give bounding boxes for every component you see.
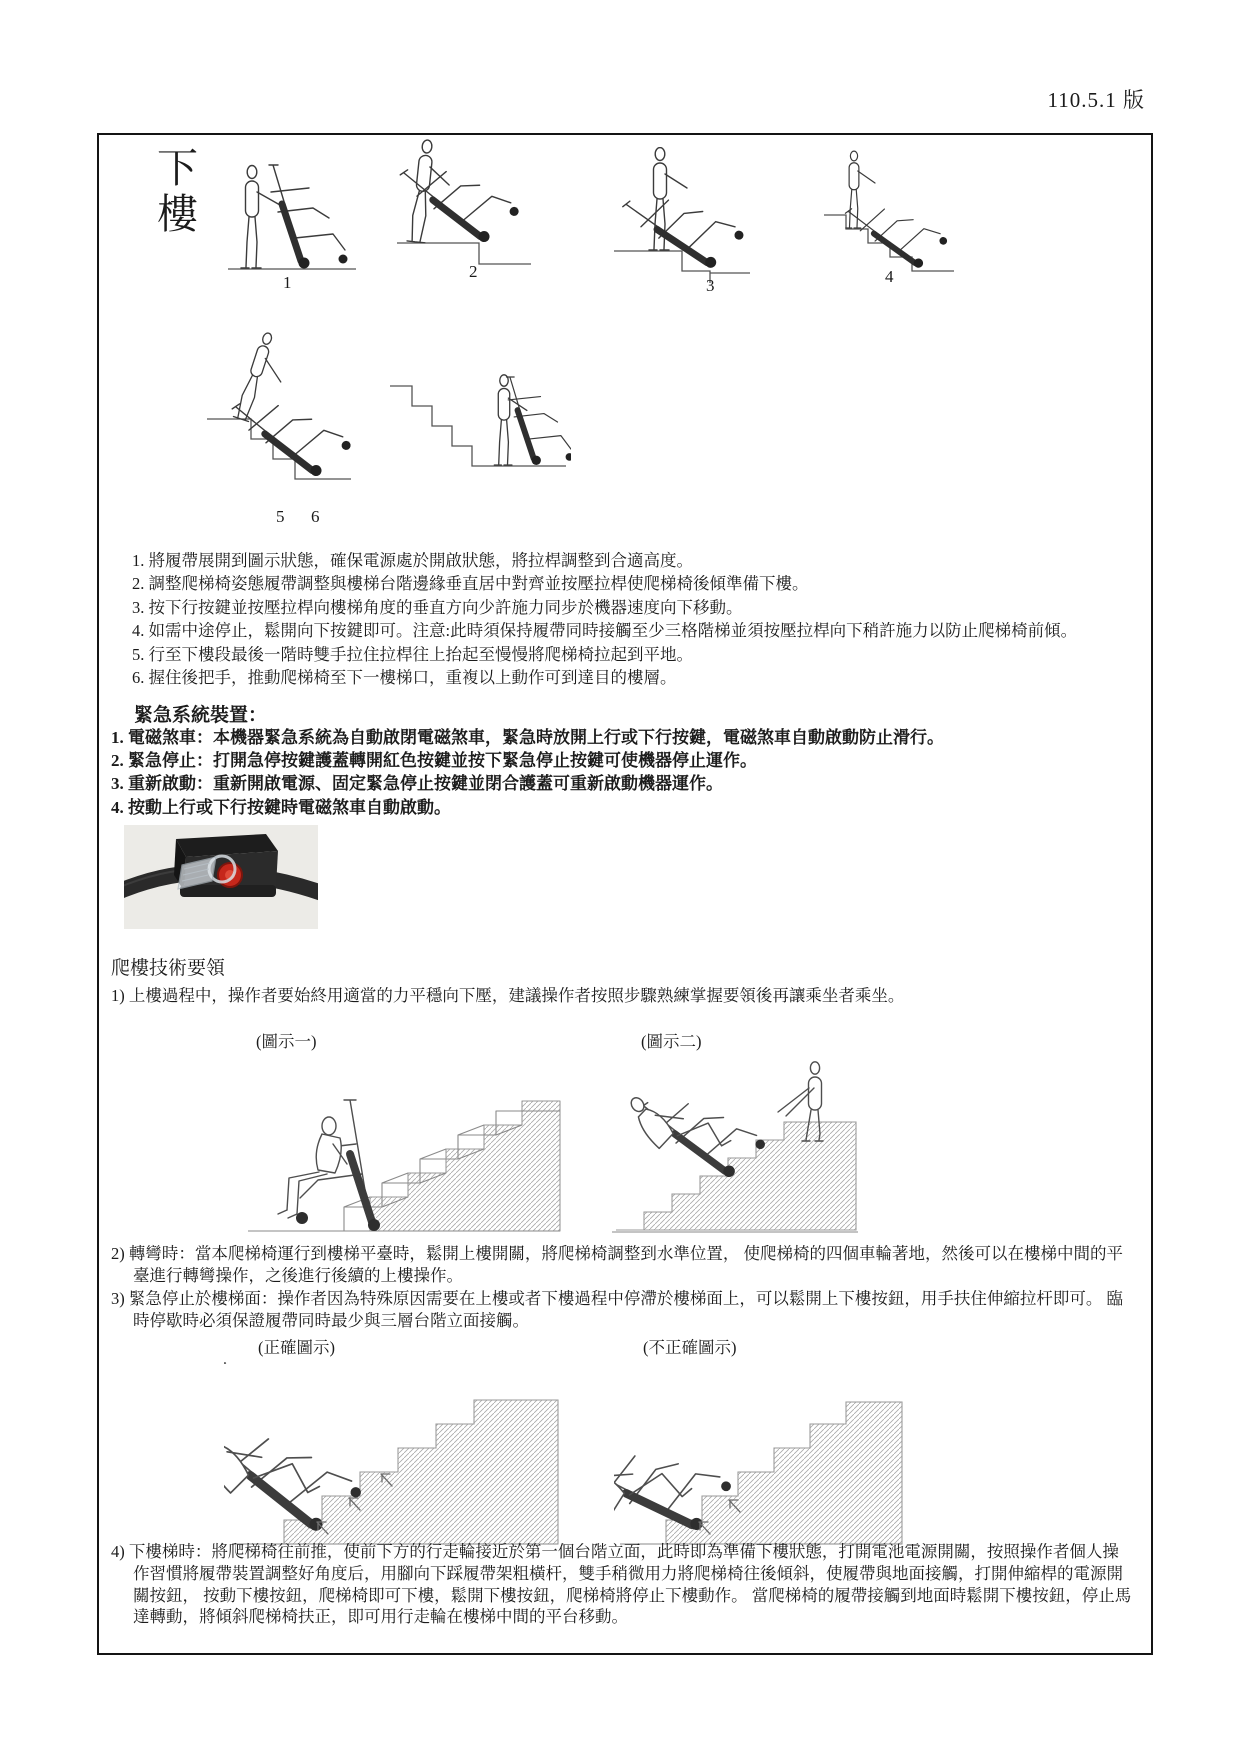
- version-label: 110.5.1 版: [1047, 88, 1145, 112]
- emergency-stop-button-photo: [124, 825, 318, 929]
- technique-section-heading: 爬樓技術要領: [111, 958, 226, 979]
- emergency-item-3: 3. 重新啟動：重新開啟電源、固定緊急停止按鍵並閉合護蓋可重新啟動機器運作。: [111, 774, 723, 794]
- emergency-items-list: [111, 726, 1131, 819]
- illustration-figure-one: [226, 1048, 566, 1238]
- emergency-section-heading: 緊急系統裝置：: [134, 705, 268, 726]
- downstairs-step-6: 6. 握住後把手，推動爬梯椅至下一樓梯口，重複以上動作可到達目的樓層。: [132, 668, 677, 688]
- figure-number-1: 1: [283, 273, 292, 292]
- figure-number-4: 4: [885, 267, 894, 286]
- illustration-incorrect: [614, 1364, 908, 1546]
- technique-item-3: 3) 緊急停止於樓梯面：操作者因為特殊原因需要在上樓或者下樓過程中停滯於樓梯面上，可以鬆開上下樓按鈕，用手扶住伸縮拉杆即可。 臨時停歇時必須保證履帶同時最少與三層台階立面接觸。: [111, 1288, 1123, 1331]
- figure-number-5: 5: [276, 507, 285, 526]
- downstairs-heading: 下樓: [157, 145, 198, 237]
- downstairs-step-2: 2. 調整爬梯椅姿態履帶調整與樓梯台階邊緣垂直居中對齊並按壓拉桿使爬梯椅後傾準備下樓。: [132, 574, 809, 594]
- figure-one-label: (圖示一): [256, 1032, 317, 1051]
- downstairs-steps-list: [132, 549, 1137, 689]
- downstairs-step-4: 4. 如需中途停止，鬆開向下按鍵即可。注意:此時須保持履帶同時接觸至少三格階梯並須按壓拉桿向下稍許施力以防止爬梯椅前傾。: [132, 621, 1078, 641]
- incorrect-figure-label: (不正確圖示): [643, 1338, 737, 1357]
- emergency-item-2: 2. 緊急停止：打開急停按鍵護蓋轉開紅色按鍵並按下緊急停止按鍵可使機器停止運作。: [111, 751, 757, 771]
- downstairs-figure-6: [386, 322, 571, 504]
- downstairs-step-1: 1. 將履帶展開到圖示狀態，確保電源處於開啟狀態，將拉桿調整到合適高度。: [132, 551, 693, 570]
- figure-number-2: 2: [469, 262, 478, 281]
- figure-number-3: 3: [706, 276, 715, 295]
- correct-figure-label: (正確圖示): [258, 1338, 335, 1357]
- emergency-item-4: 4. 按動上行或下行按鍵時電磁煞車自動啟動。: [111, 797, 451, 817]
- illustration-figure-two: [610, 1054, 860, 1238]
- downstairs-figure-2: [393, 137, 535, 267]
- illustration-correct: [224, 1358, 564, 1546]
- figure-number-6: 6: [311, 507, 320, 526]
- technique-item-1: 1) 上樓過程中，操作者要始終用適當的力平穩向下壓，建議操作者按照步驟熟練掌握要領後再讓乘坐者乘坐。: [111, 986, 905, 1005]
- emergency-item-1: 1. 電磁煞車：本機器緊急系統為自動啟閉電磁煞車，緊急時放開上行或下行按鍵，電磁煞車自動啟動防止滑行。: [111, 728, 944, 747]
- technique-item-4-block: [111, 1541, 1133, 1628]
- downstairs-figure-4: [820, 149, 958, 275]
- technique-item-4: 4) 下樓梯時：將爬梯椅往前推，使前下方的行走輪接近於第一個台階立面，此時即為準備下樓狀態，打開電池電源開關，按照操作者個人操作習慣將履帶裝置調整好角度后，用腳向下踩履帶架粗橫杆，雙手稍微用力將爬梯椅往後傾斜，使履帶與地面接觸，打開伸縮桿的電源開關按鈕， 按動下樓按鈕，爬梯椅即可下樓，鬆開下樓按鈕，爬梯椅將停止下樓動作。 當爬梯椅的履帶接觸到地面時鬆開下樓按鈕，停止馬達轉動，將傾斜爬梯椅扶正，即可用行走輪在樓梯中間的平台移動。: [111, 1542, 1132, 1627]
- downstairs-step-5: 5. 行至下樓段最後一階時雙手拉住拉桿往上抬起至慢慢將爬梯椅拉起到平地。: [132, 644, 693, 664]
- technique-item-2: 2) 轉彎時：當本爬梯椅運行到樓梯平臺時，鬆開上樓開關，將爬梯椅調整到水準位置， 使爬梯椅的四個車輪著地，然後可以在樓梯中間的平臺進行轉彎操作，之後進行後續的上樓操作。: [111, 1244, 1123, 1286]
- downstairs-figure-1: [224, 142, 360, 276]
- downstairs-figure-3: [610, 147, 772, 283]
- downstairs-figure-5: [203, 327, 355, 503]
- figure-two-label: (圖示二): [641, 1032, 702, 1051]
- downstairs-step-3: 3. 按下行按鍵並按壓拉桿向樓梯角度的垂直方向少許施力同步於機器速度向下移動。: [132, 597, 743, 617]
- technique-items-2-3: [111, 1243, 1133, 1333]
